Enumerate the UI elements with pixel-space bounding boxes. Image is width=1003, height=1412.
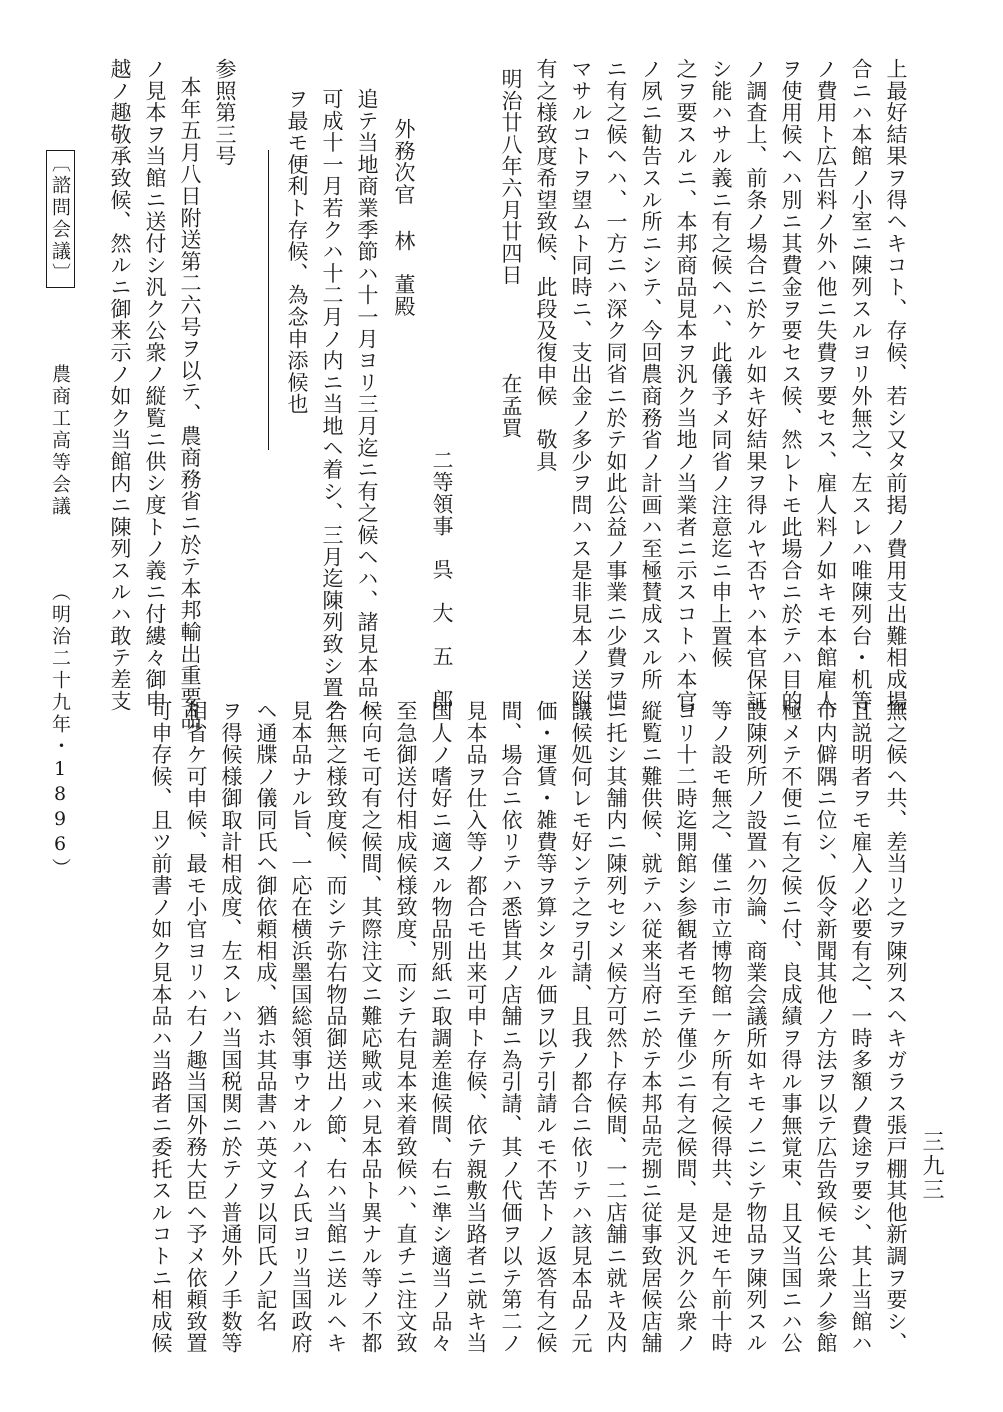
text-column: 候向モ可有之候間、其際注文ニ難応歟或ハ見本品ト異ナル等ノ不都 [359,700,383,1354]
text-column: 国人ノ嗜好ニ適スル物品別紙ニ取調差進候間、右ニ準シ適当ノ品々 [429,700,453,1354]
text-column: 合無之様致度候、而シテ弥右物品御送出ノ節、右ハ当館ニ送ルヘキ [324,700,348,1354]
postscript-column: ヲ最モ便利ト存候、為念申添候也 [285,88,309,415]
text-column: 至急御送付相成候様致度、而シテ右見本来着致候ハ、直チニ注文致 [394,700,418,1354]
section-heading: 参照第三号 [213,58,237,167]
text-column: 有之様致度希望致候、此段及復申候 敬具 [534,58,558,473]
section-divider-rule [268,150,269,450]
text-column: 間、場合ニ依リテハ悉皆其ノ店舗ニ為引請、其ノ代価ヲ以テ第二ノ [499,700,523,1354]
text-column: 合ニハ本館ノ小室ニ陳列スルヨリ外無之、左スレハ唯陳列台・机等 [849,58,873,712]
text-column: 越ノ趣敬承致候、然ルニ御来示ノ如ク当館内ニ陳列スルハ敢テ差支 [108,58,132,712]
text-column: 等ノ設モ無之、僅ニ市立博物館一ケ所有之候得共、是迚モ午前十時 [709,700,733,1354]
postscript-column: 可成十一月若クハ十二月ノ内ニ当地ヘ着シ、三月迄陳列致シ置ク [320,88,344,721]
top-text-block [108,58,910,730]
text-column: ノ夙ニ勧告スル所ニシテ、今回農商務省ノ計画ハ至極賛成スル所 [639,58,663,691]
header-category: 〔諮問会議〕 [46,150,75,288]
signature-line: 二等領事 呉 大 五 郎 [430,166,454,711]
text-column: マサルコトヲ望ムト同時ニ、支出金ノ多少ヲ問ハス是非見本ノ送附 [569,58,593,712]
text-column: 極メテ不便ニ有之候ニ付、良成績ヲ得ル事無覚束、且又当国ニハ公 [779,700,803,1354]
text-column: ヲ得候様御取計相成度、左スレハ当国税関ニ於テノ普通外ノ手数等 [219,700,243,1354]
text-column: 縦覧ニ難供候、就テハ従来当府ニ於テ本邦品売捌ニ従事致居候店舗 [639,700,663,1354]
bottom-text-block [100,700,910,1354]
text-column: 市内僻隅ニ位シ、仮令新聞其他ノ方法ヲ以テ広告致候モ公衆ノ参館 [814,700,838,1354]
header-era: （明治二十九年・1896） [49,582,71,880]
text-column: 見本品ヲ仕入等ノ都合モ出来可申ト存候、依テ親敷当路者ニ就キ当 [464,700,488,1354]
running-header [46,150,75,880]
page-number: 三九三 [919,1130,944,1202]
text-column: 可申存候、且ツ前書ノ如ク見本品ハ当路者ニ委托スルコトニ相成候 [149,700,173,1354]
addressee-line: 外務次官 林 董殿 [392,118,416,318]
text-column: ノ費用ト広告料ノ外ハ他ニ失費ヲ要セス、雇人料ノ如キモ本館雇人 [814,58,838,712]
text-column: シ能ハサル義ニ有之候ヘハ、此儀予メ同省ノ注意迄ニ申上置候 [709,58,733,669]
text-column: ニ有之候ヘハ、一方ニハ深ク同省ニ於テ如此公益ノ事業ニ少費ヲ惜 [604,58,628,712]
text-column: 相省ケ可申候、最モ小官ヨリハ右ノ趣当国外務大臣ヘ予メ依頼致置 [184,700,208,1354]
text-column: 設陳列所ノ設置ハ勿論、商業会議所如キモノニシテ物品ヲ陳列スル [744,700,768,1354]
text-column: ノ調査上、前条ノ場合ニ於ケル如キ好結果ヲ得ルヤ否ヤハ本官保証 [744,58,768,712]
text-column: 無之候ヘ共、差当リ之ヲ陳列スヘキガラス張戸棚其他新調ヲ要シ、 [884,700,908,1354]
text-column: ノ見本ヲ当館ニ送付シ汎ク公衆ノ縦覧ニ供シ度トノ義ニ付縷々御申 [143,58,167,712]
text-column: ヨリ十二時迄開館シ参観者モ至テ僅少ニ有之候間、是又汎ク公衆ノ [674,700,698,1354]
text-column: ニ托シ其舗内ニ陳列セシメ候方可然ト存候間、一二店舗ニ就キ及内 [604,700,628,1354]
text-column: ヲ使用候ヘハ別ニ其費金ヲ要セス候、然レトモ此場合ニ於テハ目的 [779,58,803,712]
text-column: 上最好結果ヲ得ヘキコト、存候、若シ又タ前掲ノ費用支出難相成場 [884,58,908,712]
text-column: 見本品ナル旨、一応在横浜墨国総領事ウオルハイム氏ヨリ当国政府 [289,700,313,1354]
text-column: 本年五月八日附送第二六号ヲ以テ、農商務省ニ於テ本邦輸出重要品 [178,76,202,730]
header-title: 農商工高等会議 [49,364,71,518]
text-column: 議候処何レモ好ンテ之ヲ引請、且我ノ都合ニ依リテハ該見本品ノ元 [569,700,593,1354]
text-column: ヘ通牒ノ儀同氏ヘ御依頼相成、猶ホ其品書ハ英文ヲ以同氏ノ記名 [254,700,278,1333]
date-line: 明治廿八年六月廿四日 在孟買 [499,68,523,439]
text-column: 之ヲ要スルニ、本邦商品見本ヲ汎ク当地ノ当業者ニ示スコトハ本官 [674,58,698,712]
text-column: 価・運賃・雑費等ヲ算シタル価ヲ以テ引請ルモ不苦トノ返答有之候 [534,700,558,1354]
text-column: 且説明者ヲモ雇入ノ必要有之、一時多額ノ費途ヲ要シ、其上当館ハ [849,700,873,1354]
postscript-column: 追テ当地商業季節ハ十一月ヨリ三月迄ニ有之候ヘハ、諸見本品ハ [355,88,379,721]
